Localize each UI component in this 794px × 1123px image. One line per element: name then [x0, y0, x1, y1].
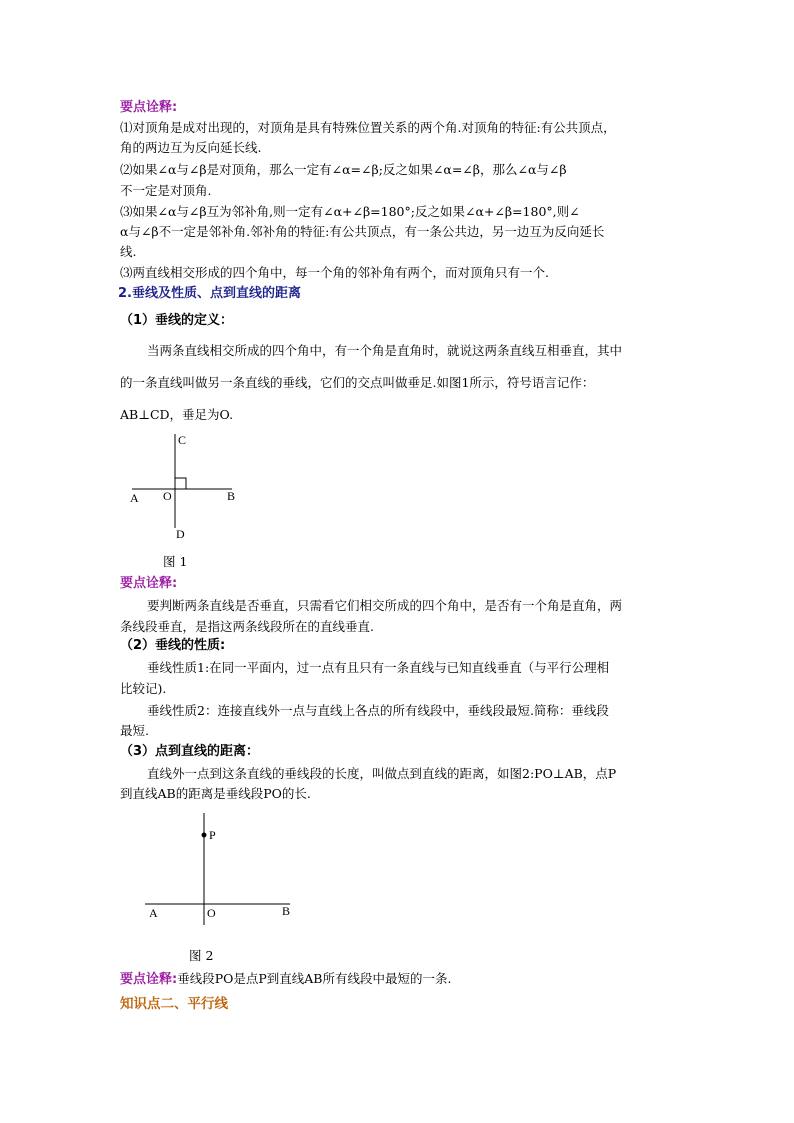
label-p: P [209, 828, 216, 842]
text-line: 条线段垂直，是指这两条线段所在的直线垂直. [120, 619, 374, 634]
point-p [202, 833, 207, 838]
figure-1-perpendicular-lines [120, 428, 250, 548]
text-line: 当两条直线相交所成的四个角中，有一个角是直角时，就说这两条直线互相垂直，其中 [147, 343, 623, 358]
note-line [120, 971, 451, 988]
text-line: α与∠β不一定是邻补角.邻补角的特征:有公共顶点，有一条公共边，另一边互为反向延长 [120, 224, 605, 239]
note-heading: 要点诠释: [120, 576, 178, 591]
label-b: B [227, 489, 236, 503]
label-d: D [176, 527, 185, 541]
subsection-title: （2）垂线的性质: [120, 638, 226, 653]
text-line: 角的两边互为反向延长线. [120, 140, 262, 155]
right-angle-mark [175, 478, 186, 489]
label-c: C [178, 433, 187, 447]
text-line: ⑴对顶角是成对出现的，对顶角是具有特殊位置关系的两个角.对顶角的特征:有公共顶点， [120, 120, 616, 135]
label-b: B [282, 904, 291, 918]
text-line: 不一定是对顶角. [120, 183, 212, 198]
section-title: 知识点二、平行线 [120, 996, 228, 1012]
figure-2-caption: 图 2 [189, 948, 214, 963]
text-line: 最短. [120, 723, 149, 738]
subsection-title: （1）垂线的定义： [120, 313, 234, 328]
text-line: ⑶如果∠α与∠β互为邻补角,则一定有∠α+∠β=180°;反之如果∠α+∠β=180°,则∠ [120, 204, 580, 219]
note-heading: 要点诠释: [120, 972, 178, 987]
note-heading: 要点诠释: [120, 100, 178, 115]
subsection-title: （3）点到直线的距离： [120, 744, 260, 759]
label-o: O [207, 906, 216, 920]
text-line: 线. [120, 244, 137, 259]
label-o: O [163, 489, 172, 503]
text-line: 的一条直线叫做另一条直线的垂线，它们的交点叫做垂足.如图1所示，符号语言记作： [120, 375, 595, 390]
text-line: ⑵如果∠α与∠β是对顶角，那么一定有∠α=∠β;反之如果∠α=∠β，那么∠α与∠β [120, 162, 567, 177]
text-line: ⑶两直线相交形成的四个角中，每一个角的邻补角有两个，而对顶角只有一个. [120, 265, 549, 280]
text-line: 比较记). [120, 681, 167, 696]
text-line: 直线外一点到这条直线的垂线段的长度，叫做点到直线的距离，如图2:PO⊥AB，点P [147, 766, 617, 781]
section-title: 2.垂线及性质、点到直线的距离 [118, 286, 301, 301]
note-text: 垂线段PO是点P到直线AB所有线段中最短的一条. [177, 971, 452, 986]
figure-1-caption: 图 1 [163, 554, 188, 569]
label-a: A [149, 906, 158, 920]
figure-2-point-to-line-distance [140, 805, 300, 930]
text-line: 到直线AB的距离是垂线段PO的长. [120, 786, 311, 801]
label-a: A [130, 491, 139, 505]
text-line: 要判断两条直线是否垂直，只需看它们相交所成的四个角中，是否有一个角是直角，两 [147, 598, 623, 613]
text-line: 垂线性质2：连接直线外一点与直线上各点的所有线段中，垂线段最短.简称：垂线段 [147, 703, 609, 718]
text-line: AB⊥CD，垂足为O. [120, 407, 234, 422]
text-line: 垂线性质1:在同一平面内，过一点有且只有一条直线与已知直线垂直（与平行公理相 [147, 660, 610, 675]
